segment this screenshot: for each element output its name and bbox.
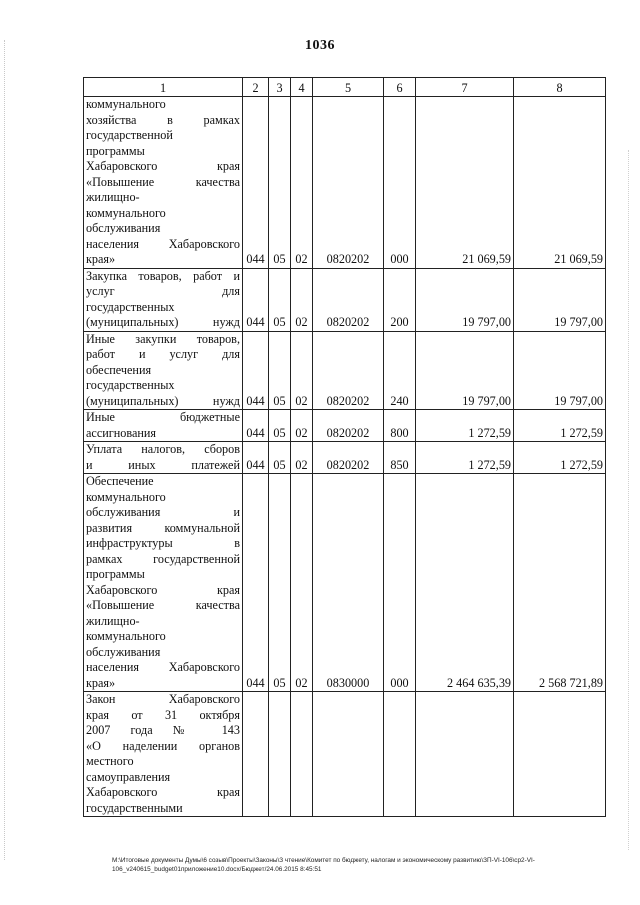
description-line: обслуживания и xyxy=(86,505,240,519)
cell-admin-code: 044 xyxy=(243,410,269,442)
cell-section: 05 xyxy=(269,410,291,442)
description-line: коммунального xyxy=(86,97,166,111)
cell-amount-year-2 xyxy=(514,692,606,817)
column-header-8: 8 xyxy=(514,78,606,97)
description-line: государственной xyxy=(86,128,173,142)
description-line: коммунального xyxy=(86,205,166,220)
table-row xyxy=(84,410,606,442)
cell-target-article: 0830000 xyxy=(313,474,384,692)
cell-amount-year-2: 1 272,59 xyxy=(514,410,606,442)
description-line: государственных xyxy=(86,299,175,314)
row-description xyxy=(84,97,243,269)
row-description xyxy=(84,442,243,474)
table-row xyxy=(84,692,606,817)
footer-path-line-2: 106_v240615_budget01приложение10.docx/Бюджет/24.06.2015 8:45:51 xyxy=(112,866,322,873)
description-line: и иных платежей xyxy=(86,457,240,472)
page-number: 1036 xyxy=(305,38,335,53)
column-header-7: 7 xyxy=(416,78,514,97)
column-header-4: 4 xyxy=(291,78,313,97)
description-line: Хабаровского края xyxy=(86,785,240,799)
description-line: ассигнования xyxy=(86,425,157,440)
description-line: Хабаровского края xyxy=(86,582,240,597)
cell-amount-year-1: 19 797,00 xyxy=(416,268,514,331)
cell-expense-type: 200 xyxy=(384,268,416,331)
description-line: Закупка товаров, работ и xyxy=(86,268,240,283)
cell-subsection xyxy=(291,692,313,817)
description-line: края от 31 октября xyxy=(86,707,240,722)
description-line: Уплата налогов, сборов xyxy=(86,442,240,456)
cell-subsection: 02 xyxy=(291,442,313,474)
column-header-2: 2 xyxy=(243,78,269,97)
description-line: обслуживания xyxy=(86,644,161,659)
description-line: 2007 года № 143 xyxy=(86,723,240,737)
description-line: населения Хабаровского xyxy=(86,660,240,674)
description-line: коммунального xyxy=(86,489,166,504)
cell-amount-year-2: 19 797,00 xyxy=(514,331,606,410)
description-line: развития коммунальной xyxy=(86,520,240,535)
row-description xyxy=(84,692,243,817)
cell-expense-type: 240 xyxy=(384,331,416,410)
cell-expense-type: 800 xyxy=(384,410,416,442)
cell-amount-year-2: 2 568 721,89 xyxy=(514,474,606,692)
cell-amount-year-1: 1 272,59 xyxy=(416,410,514,442)
description-line: Иные закупки товаров, xyxy=(86,331,240,346)
column-header-1: 1 xyxy=(84,78,243,97)
description-line: работ и услуг для xyxy=(86,347,240,361)
cell-target-article: 0820202 xyxy=(313,97,384,269)
cell-admin-code: 044 xyxy=(243,268,269,331)
description-line: Хабаровского края xyxy=(86,159,240,173)
cell-section: 05 xyxy=(269,442,291,474)
table-row xyxy=(84,268,606,331)
description-line: инфраструктуры в xyxy=(86,536,240,550)
description-line: «О наделении органов xyxy=(86,738,240,753)
description-line: Иные бюджетные xyxy=(86,410,240,424)
cell-admin-code: 044 xyxy=(243,97,269,269)
description-line: государственными xyxy=(86,800,183,815)
description-line: Обеспечение xyxy=(86,474,154,488)
row-description xyxy=(84,410,243,442)
cell-subsection: 02 xyxy=(291,97,313,269)
description-line: края» xyxy=(86,675,116,690)
cell-section xyxy=(269,692,291,817)
cell-target-article: 0820202 xyxy=(313,268,384,331)
description-line: населения Хабаровского xyxy=(86,236,240,251)
cell-admin-code: 044 xyxy=(243,474,269,692)
cell-expense-type: 000 xyxy=(384,97,416,269)
cell-expense-type: 000 xyxy=(384,474,416,692)
budget-table xyxy=(83,77,606,817)
cell-amount-year-1: 21 069,59 xyxy=(416,97,514,269)
cell-section: 05 xyxy=(269,268,291,331)
description-line: «Повышение качества xyxy=(86,174,240,189)
cell-section: 05 xyxy=(269,331,291,410)
description-line: государственных xyxy=(86,378,175,392)
footer-path-line-1: M:\Итоговые документы Думы\6 созыв\Проекты\Законы\З чтение\Комитет по бюджету, налогам и экономическому развитию\ЗП-VI-106\ср2-VI- xyxy=(112,857,535,864)
cell-subsection: 02 xyxy=(291,268,313,331)
description-line: программы xyxy=(86,567,145,581)
table-row xyxy=(84,442,606,474)
column-header-5: 5 xyxy=(313,78,384,97)
description-line: (муниципальных) нужд xyxy=(86,315,240,329)
cell-subsection: 02 xyxy=(291,410,313,442)
cell-amount-year-2: 1 272,59 xyxy=(514,442,606,474)
cell-target-article: 0820202 xyxy=(313,442,384,474)
column-header-6: 6 xyxy=(384,78,416,97)
document-path-footer xyxy=(112,856,612,874)
description-line: (муниципальных) нужд xyxy=(86,393,240,408)
description-line: услуг для xyxy=(86,284,240,298)
table-row xyxy=(84,97,606,269)
cell-expense-type xyxy=(384,692,416,817)
table-header-row xyxy=(84,78,606,97)
row-description xyxy=(84,474,243,692)
cell-admin-code: 044 xyxy=(243,331,269,410)
description-line: края» xyxy=(86,252,116,266)
description-line: обеспечения xyxy=(86,362,152,377)
cell-section: 05 xyxy=(269,474,291,692)
description-line: жилищно- xyxy=(86,190,140,204)
description-line: рамках государственной xyxy=(86,551,240,566)
cell-amount-year-1: 1 272,59 xyxy=(416,442,514,474)
cell-admin-code: 044 xyxy=(243,442,269,474)
cell-amount-year-2: 21 069,59 xyxy=(514,97,606,269)
description-line: коммунального xyxy=(86,629,166,643)
cell-target-article: 0820202 xyxy=(313,331,384,410)
cell-expense-type: 850 xyxy=(384,442,416,474)
cell-amount-year-1: 2 464 635,39 xyxy=(416,474,514,692)
scan-margin-left xyxy=(4,40,7,860)
cell-target-article: 0820202 xyxy=(313,410,384,442)
column-header-3: 3 xyxy=(269,78,291,97)
table-body xyxy=(84,97,606,817)
table-row xyxy=(84,474,606,692)
row-description xyxy=(84,268,243,331)
cell-target-article xyxy=(313,692,384,817)
cell-amount-year-2: 19 797,00 xyxy=(514,268,606,331)
description-line: программы xyxy=(86,143,145,158)
cell-admin-code xyxy=(243,692,269,817)
description-line: самоуправления xyxy=(86,769,171,784)
description-line: обслуживания xyxy=(86,221,161,235)
cell-amount-year-1: 19 797,00 xyxy=(416,331,514,410)
description-line: Закон Хабаровского xyxy=(86,692,240,706)
cell-subsection: 02 xyxy=(291,474,313,692)
cell-subsection: 02 xyxy=(291,331,313,410)
scan-margin-right xyxy=(628,150,631,850)
description-line: местного xyxy=(86,754,134,768)
row-description xyxy=(84,331,243,410)
description-line: «Повышение качества xyxy=(86,598,240,612)
description-line: жилищно- xyxy=(86,613,140,628)
cell-amount-year-1 xyxy=(416,692,514,817)
table-row xyxy=(84,331,606,410)
cell-section: 05 xyxy=(269,97,291,269)
description-line: хозяйства в рамках xyxy=(86,112,240,127)
